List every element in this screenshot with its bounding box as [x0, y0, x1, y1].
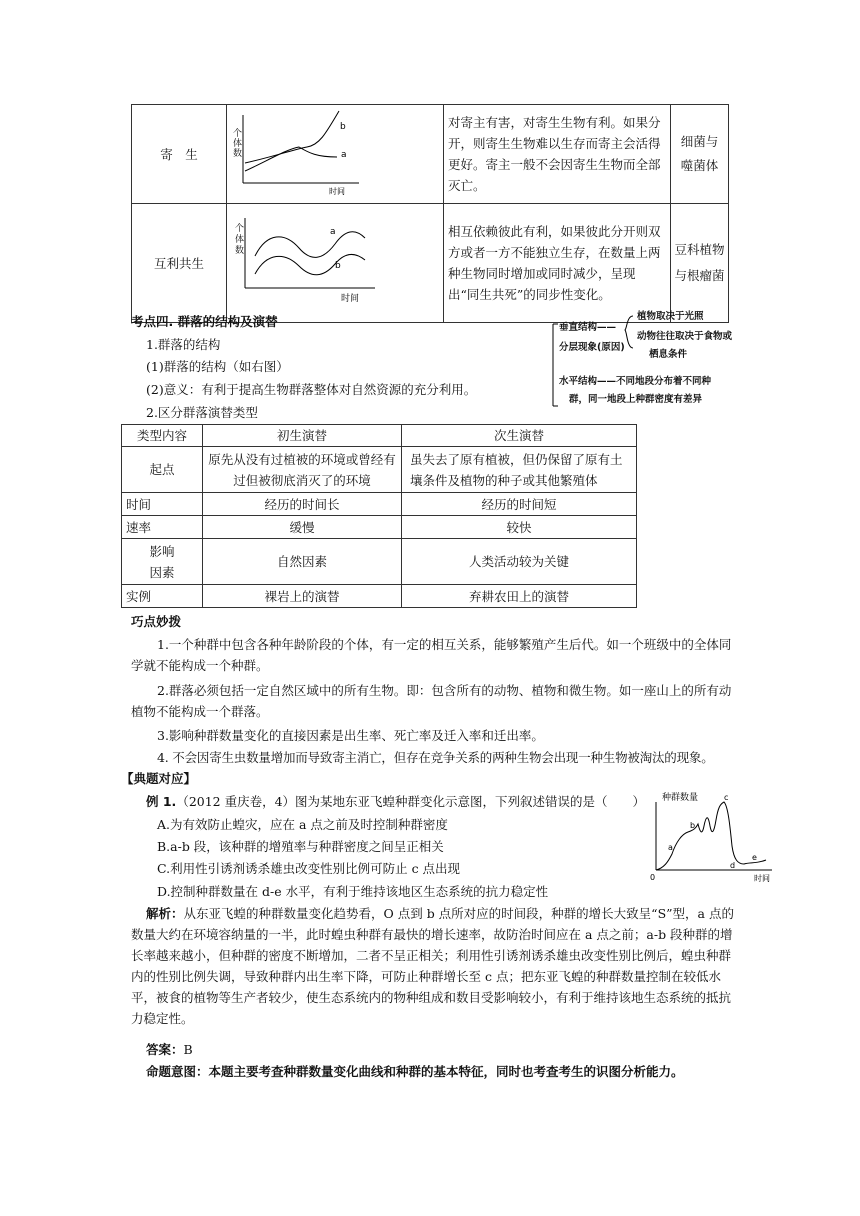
- primary-cell: 经历的时间长: [203, 493, 402, 516]
- row-label: 影响 因素: [122, 539, 203, 585]
- relation-name: 互利共生: [132, 204, 227, 323]
- point-c-label: c: [724, 793, 729, 802]
- parasitism-description: 对寄主有害，对寄生生物有利。如果分开，则寄生生物难以生存而寄主会活得更好。寄主一般不会因寄生生物而全部灭亡。: [444, 105, 671, 204]
- horizontal-structure-label-2: 群，同一地段上种群密度有差异: [569, 394, 703, 405]
- graph-xlabel: 时间: [754, 874, 770, 883]
- row-label: 起点: [122, 447, 203, 493]
- option-c: C.利用性引诱剂诱杀雄虫改变性别比例可防止 c 点出现: [157, 861, 461, 876]
- mutualism-description: 相互依赖彼此有利，如果彼此分开则双方或者一方不能独立生存，在数量上两种生物同时增加或同时减少，呈现出“同生共死”的同步性变化。: [444, 204, 671, 323]
- tip-item: 4. 不会因寄生虫数量增加而导致寄主消亡，但存在竞争关系的两种生物会出现一种生物被淘汰的现象。: [157, 750, 714, 765]
- mutualism-example: 豆科植物 与根瘤菌: [671, 204, 729, 323]
- table-row: [122, 447, 637, 493]
- analysis-label: 解析：: [146, 906, 184, 921]
- parasitism-example: 细菌与 噬菌体: [671, 105, 729, 204]
- answer-label: 答案：: [146, 1042, 184, 1057]
- example-stem: （2012 重庆卷，4）图为某地东亚飞蝗种群变化示意图，下列叙述错误的是（ ）: [176, 794, 646, 809]
- analysis: [131, 903, 739, 1029]
- table-row: [132, 204, 729, 323]
- community-structure-diagram: [549, 312, 785, 408]
- table-row: [122, 425, 637, 447]
- table-row: [122, 493, 637, 516]
- section-title: 考点四. 群落的结构及演替: [131, 314, 278, 329]
- point-e-label: e: [752, 853, 757, 862]
- paragraph: (2)意义：有利于提高生物群落整体对自然资源的充分利用。: [146, 382, 477, 397]
- row-label: 时间: [122, 493, 203, 516]
- option-a: A.为有效防止蝗灾，应在 a 点之前及时控制种群密度: [157, 817, 448, 832]
- intent: [146, 1061, 684, 1082]
- mutualism-ylabel: 个 体 数: [235, 224, 245, 256]
- parasitism-curve-a-label: a: [341, 150, 347, 160]
- table-header: 类型内容: [122, 425, 203, 447]
- vertical-structure-label: 垂直结构——: [559, 322, 617, 333]
- tip-item: 3.影响种群数量变化的直接因素是出生率、死亡率及迁入率和迁出率。: [157, 728, 544, 743]
- analysis-text: 从东亚飞蝗的种群数量变化趋势看，O 点到 b 点所对应的时间段，种群的增长大致呈“S”型，a 点的数量大约在环境容纳量的一半，此时蝗虫种群有最快的增长速率，故防治时间应在 a 点之前；a-b 段种群的增长率越来越小，但种群的密度不断增加，二者不呈正相关；利用性引诱剂诱杀雄虫改变性别比例后，蝗虫种群内的性别比例失调，导致种群内出生率下降，可防止种群增长至 c 点；把东亚飞蝗的种群数量控制在较低水平，被食的植物等生产者较少，使生态系统内的物种组成和数目受影响较小，有利于维持该地生态系统的抵抗力稳定性。: [131, 906, 734, 1026]
- secondary-cell: 人类活动较为关键: [402, 539, 637, 585]
- mutualism-graph: [227, 204, 443, 316]
- answer-value: B: [183, 1042, 193, 1057]
- point-b-label: b: [690, 821, 696, 830]
- intent-text: 本题主要考查种群数量变化曲线和种群的基本特征，同时也考查考生的识图分析能力。: [208, 1064, 684, 1079]
- horizontal-structure-label: 水平结构——不同地段分布着不同种: [559, 376, 712, 387]
- relations-table: [131, 104, 729, 323]
- tips-title: 巧点妙拨: [131, 614, 182, 629]
- tip-item: 1.一个种群中包含各种年龄阶段的个体，有一定的相互关系，能够繁殖产生后代。如一个班级中的全体同学就不能构成一个种群。: [131, 637, 732, 673]
- parasitism-curve-b-label: b: [340, 122, 346, 132]
- parasitism-xlabel: 时间: [329, 187, 345, 196]
- point-a-label: a: [668, 843, 673, 852]
- succession-table: [121, 424, 637, 608]
- primary-cell: 自然因素: [203, 539, 402, 585]
- primary-cell: 裸岩上的演替: [203, 585, 402, 608]
- locust-population-graph: [648, 786, 778, 886]
- table-row: [122, 539, 637, 585]
- tip-item: 2.群落必须包括一定自然区域中的所有生物。即：包含所有的动物、植物和微生物。如一座山上的所有动植物不能构成一个群落。: [131, 683, 732, 719]
- graph-origin: 0: [650, 873, 656, 882]
- intent-label: 命题意图：: [146, 1064, 209, 1079]
- row-label: 速率: [122, 516, 203, 539]
- mutualism-curve-a-label: a: [330, 227, 336, 237]
- table-row: [122, 516, 637, 539]
- table-header: 初生演替: [203, 425, 402, 447]
- paragraph: (1)群落的结构（如右图）: [146, 359, 289, 374]
- mutualism-xlabel: 时间: [341, 294, 360, 304]
- row-label: 实例: [122, 585, 203, 608]
- parasitism-ylabel: 个 体 数: [233, 129, 243, 159]
- animal-factor-label: 动物往往取决于食物或: [637, 331, 733, 342]
- table-header: 次生演替: [402, 425, 637, 447]
- example-stem-line: [146, 791, 645, 812]
- answer: [146, 1039, 193, 1060]
- paragraph: 2.区分群落演替类型: [146, 405, 258, 420]
- secondary-cell: 弃耕农田上的演替: [402, 585, 637, 608]
- example-label: 例 1.: [146, 794, 177, 809]
- mutualism-graph-cell: [227, 204, 444, 323]
- secondary-cell: 经历的时间短: [402, 493, 637, 516]
- primary-cell: 原先从没有过植被的环境或曾经有过但被彻底消灭了的环境: [203, 447, 402, 493]
- table-row: [122, 585, 637, 608]
- secondary-cell: 较快: [402, 516, 637, 539]
- option-b: B.a-b 段，该种群的增殖率与种群密度之间呈正相关: [157, 839, 444, 854]
- option-d: D.控制种群数量在 d-e 水平，有利于维持该地区生态系统的抗力稳定性: [157, 884, 549, 899]
- example-header: 【典题对应】: [121, 771, 197, 786]
- primary-cell: 缓慢: [203, 516, 402, 539]
- point-d-label: d: [730, 861, 736, 870]
- plant-factor-label: 植物取决于光照: [637, 311, 704, 322]
- animal-factor-label-2: 栖息条件: [649, 349, 688, 360]
- graph-ylabel: 种群数量: [662, 793, 699, 803]
- relation-name: 寄 生: [132, 105, 227, 204]
- table-row: [132, 105, 729, 204]
- parasitism-graph: [227, 105, 443, 197]
- parasitism-graph-cell: [227, 105, 444, 204]
- mutualism-curve-b-label: b: [335, 261, 341, 271]
- secondary-cell: 虽失去了原有植被，但仍保留了原有土壤条件及植物的种子或其他繁殖体: [402, 447, 637, 493]
- layering-label: 分层现象(原因): [559, 342, 625, 353]
- paragraph: 1.群落的结构: [146, 337, 221, 352]
